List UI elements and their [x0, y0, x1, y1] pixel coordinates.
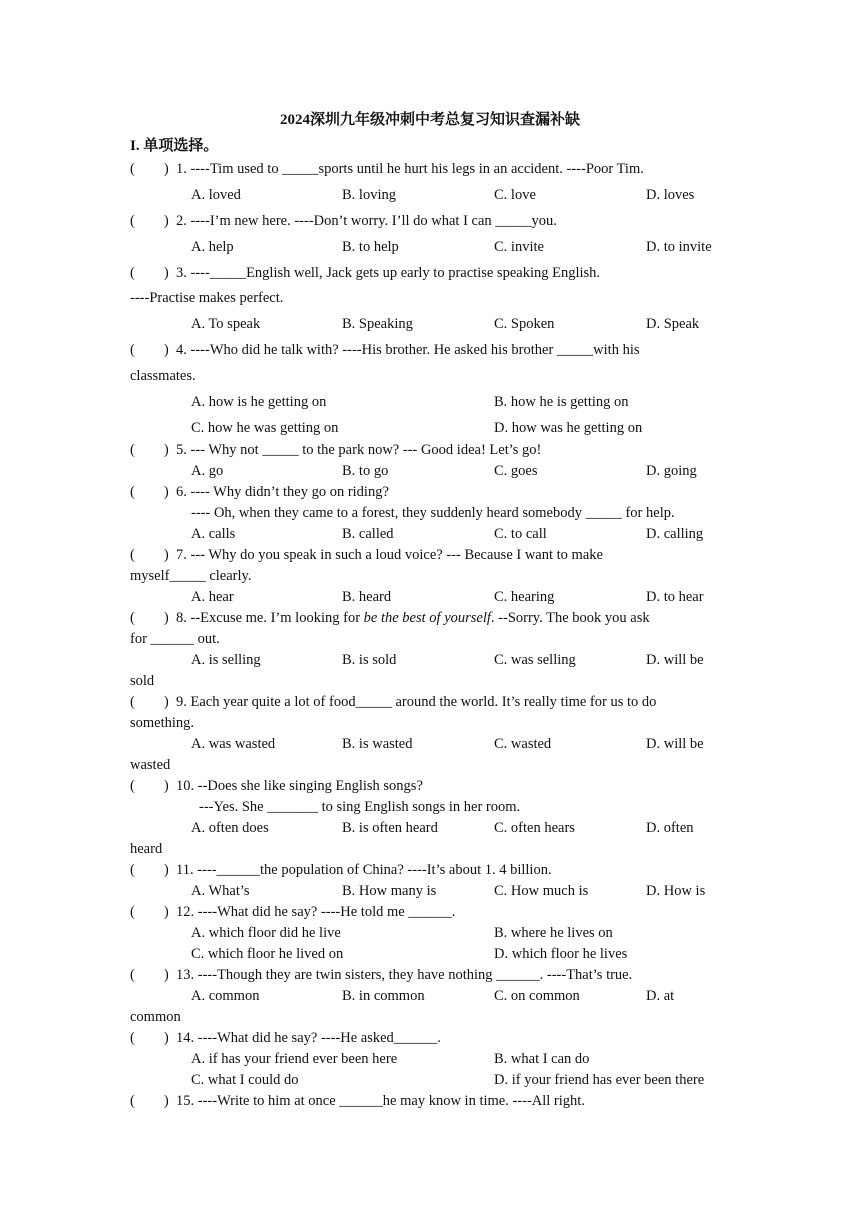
question-4: ( ) 4. ----Who did he talk with? ----His brother. He asked his brother _____with his [130, 342, 640, 358]
option-wrap: sold [130, 673, 155, 689]
answer-blank[interactable]: ( ) [130, 610, 169, 626]
option-d[interactable]: D. will be [646, 652, 704, 668]
answer-blank[interactable]: ( ) [130, 442, 169, 458]
option-b[interactable]: B. is sold [342, 652, 397, 668]
answer-blank[interactable]: ( ) [130, 213, 169, 229]
option-b[interactable]: B. what I can do [494, 1051, 590, 1067]
option-c[interactable]: C. invite [494, 239, 544, 255]
question-1: ( ) 1. ----Tim used to _____sports until he hurt his legs in an accident. ----Poor Tim. [130, 161, 644, 177]
option-d[interactable]: D. at [646, 988, 675, 1004]
answer-blank[interactable]: ( ) [130, 547, 169, 563]
option-c[interactable]: C. was selling [494, 652, 576, 668]
option-a[interactable]: A. which floor did he live [191, 925, 341, 941]
question-10: ( ) 10. --Does she like singing English songs? [130, 778, 423, 794]
option-a[interactable]: A. often does [191, 820, 269, 836]
option-a[interactable]: A. help [191, 239, 234, 255]
option-b[interactable]: B. in common [342, 988, 425, 1004]
question-number: 7 [176, 547, 184, 563]
question-number: 2 [176, 213, 184, 229]
question-stem: ----What did he say? ----He told me ______. [197, 904, 456, 920]
option-d[interactable]: D. going [646, 463, 697, 479]
option-d[interactable]: D. to invite [646, 239, 712, 255]
answer-blank[interactable]: ( ) [130, 265, 169, 281]
question-stem: ----Who did he talk with? ----His brother. He asked his brother _____with his [190, 342, 640, 358]
question-7: ( ) 7. --- Why do you speak in such a loud voice? --- Because I want to make [130, 547, 603, 563]
answer-blank[interactable]: ( ) [130, 694, 169, 710]
question-3: ( ) 3. ----_____English well, Jack gets up early to practise speaking English. [130, 265, 601, 281]
option-c[interactable]: C. which floor he lived on [191, 946, 344, 962]
option-c[interactable]: C. love [494, 187, 536, 203]
option-b[interactable]: B. loving [342, 187, 396, 203]
option-c[interactable]: C. wasted [494, 736, 552, 752]
question-number: 14 [176, 1030, 191, 1046]
answer-blank[interactable]: ( ) [130, 1030, 169, 1046]
option-b[interactable]: B. called [342, 526, 394, 542]
option-b[interactable]: B. to help [342, 239, 399, 255]
question-stem: ----Though they are twin sisters, they have nothing ______. ----That’s true. [197, 967, 633, 983]
book-title: be the best of yourself [363, 610, 491, 626]
option-d[interactable]: D. often [646, 820, 694, 836]
question-continuation: classmates. [130, 368, 196, 384]
question-stem-end: . --Sorry. The book you ask [490, 610, 650, 626]
option-b[interactable]: B. how he is getting on [494, 394, 629, 410]
answer-blank[interactable]: ( ) [130, 161, 169, 177]
question-stem: ----______the population of China? ----It’s about 1. 4 billion. [197, 862, 552, 878]
question-12: ( ) 12. ----What did he say? ----He told me ______. [130, 904, 456, 920]
option-b[interactable]: B. Speaking [342, 316, 413, 332]
option-d[interactable]: D. how was he getting on [494, 420, 643, 436]
question-number: 12 [176, 904, 191, 920]
question-stem: --- Why do you speak in such a loud voice? --- Because I want to make [190, 547, 603, 563]
question-stem: --Excuse me. I’m looking for [190, 610, 364, 626]
option-wrap: heard [130, 841, 163, 857]
question-15: ( ) 15. ----Write to him at once ______he may know in time. ----All right. [130, 1093, 585, 1109]
question-substem: ---- Oh, when they came to a forest, they suddenly heard somebody _____ for help. [191, 505, 675, 521]
question-13: ( ) 13. ----Though they are twin sisters, they have nothing ______. ----That’s true. [130, 967, 633, 983]
question-number: 11 [176, 862, 190, 878]
option-wrap: common [130, 1009, 181, 1025]
option-c[interactable]: C. Spoken [494, 316, 555, 332]
option-a[interactable]: A. is selling [191, 652, 261, 668]
option-d[interactable]: D. How is [646, 883, 706, 899]
question-number: 3 [176, 265, 184, 281]
option-c[interactable]: C. hearing [494, 589, 555, 605]
option-d[interactable]: D. calling [646, 526, 704, 542]
question-number: 4 [176, 342, 184, 358]
question-continuation: ----Practise makes perfect. [130, 290, 284, 306]
question-number: 5 [176, 442, 184, 458]
option-wrap: wasted [130, 757, 171, 773]
option-b[interactable]: B. is wasted [342, 736, 413, 752]
option-a[interactable]: A. how is he getting on [191, 394, 327, 410]
question-8: ( ) 8. --Excuse me. I’m looking for be the best of yourself. --Sorry. The book you ask [130, 610, 650, 626]
option-a[interactable]: A. go [191, 463, 224, 479]
question-11: ( ) 11. ----______the population of China? ----It’s about 1. 4 billion. [130, 862, 552, 878]
answer-blank[interactable]: ( ) [130, 342, 169, 358]
option-c[interactable]: C. goes [494, 463, 538, 479]
answer-blank[interactable]: ( ) [130, 484, 169, 500]
option-b[interactable]: B. where he lives on [494, 925, 613, 941]
option-c[interactable]: C. on common [494, 988, 580, 1004]
option-d[interactable]: D. Speak [646, 316, 700, 332]
option-c[interactable]: C. How much is [494, 883, 589, 899]
option-a[interactable]: A. calls [191, 526, 236, 542]
option-d[interactable]: D. will be [646, 736, 704, 752]
option-d[interactable]: D. if your friend has ever been there [494, 1072, 705, 1088]
option-b[interactable]: B. is often heard [342, 820, 438, 836]
option-a[interactable]: A. was wasted [191, 736, 276, 752]
question-substem: ---Yes. She _______ to sing English songs in her room. [199, 799, 521, 815]
section-heading: I. 单项选择。 [130, 138, 219, 154]
question-stem: ----Write to him at once ______he may know in time. ----All right. [197, 1093, 585, 1109]
option-d[interactable]: D. to hear [646, 589, 704, 605]
option-a[interactable]: A. common [191, 988, 260, 1004]
question-number: 1 [176, 161, 184, 177]
option-a[interactable]: A. hear [191, 589, 234, 605]
page-title: 2024深圳九年级冲刺中考总复习知识查漏补缺 [279, 112, 580, 128]
question-stem: ---- Why didn’t they go on riding? [190, 484, 389, 500]
question-continuation: myself_____ clearly. [130, 568, 252, 584]
question-stem: ----Tim used to _____sports until he hurt his legs in an accident. ----Poor Tim. [190, 161, 644, 177]
answer-blank[interactable]: ( ) [130, 904, 169, 920]
option-b[interactable]: B. heard [342, 589, 392, 605]
question-6: ( ) 6. ---- Why didn’t they go on riding? [130, 484, 389, 500]
option-c[interactable]: C. to call [494, 526, 547, 542]
question-number: 13 [176, 967, 191, 983]
option-d[interactable]: D. loves [646, 187, 695, 203]
question-stem: ----What did he say? ----He asked______. [197, 1030, 441, 1046]
question-number: 9 [176, 694, 184, 710]
question-continuation: for ______ out. [130, 631, 220, 647]
question-9: ( ) 9. Each year quite a lot of food_____ around the world. It’s really time for us to do [130, 694, 657, 710]
question-number: 8 [176, 610, 184, 626]
option-a[interactable]: A. if has your friend ever been here [191, 1051, 398, 1067]
question-number: 15 [176, 1093, 191, 1109]
option-a[interactable]: A. loved [191, 187, 241, 203]
option-c[interactable]: C. often hears [494, 820, 575, 836]
answer-blank[interactable]: ( ) [130, 967, 169, 983]
question-stem: --- Why not _____ to the park now? --- Good idea! Let’s go! [190, 442, 542, 458]
question-2: ( ) 2. ----I’m new here. ----Don’t worry. I’ll do what I can _____you. [130, 213, 557, 229]
option-c[interactable]: C. what I could do [191, 1072, 299, 1088]
question-stem: ----I’m new here. ----Don’t worry. I’ll do what I can _____you. [190, 213, 557, 229]
answer-blank[interactable]: ( ) [130, 778, 169, 794]
question-continuation: something. [130, 715, 195, 731]
question-number: 6 [176, 484, 184, 500]
option-a[interactable]: A. What’s [191, 883, 250, 899]
option-c[interactable]: C. how he was getting on [191, 420, 339, 436]
question-14: ( ) 14. ----What did he say? ----He asked______. [130, 1030, 441, 1046]
question-5: ( ) 5. --- Why not _____ to the park now? --- Good idea! Let’s go! [130, 442, 542, 458]
answer-blank[interactable]: ( ) [130, 862, 169, 878]
question-stem: ----_____English well, Jack gets up early to practise speaking English. [190, 265, 601, 281]
question-number: 10 [176, 778, 191, 794]
option-b[interactable]: B. How many is [342, 883, 437, 899]
option-d[interactable]: D. which floor he lives [494, 946, 628, 962]
question-stem: Each year quite a lot of food_____ around the world. It’s really time for us to do [190, 694, 657, 710]
answer-blank[interactable]: ( ) [130, 1093, 169, 1109]
question-stem: --Does she like singing English songs? [197, 778, 423, 794]
option-a[interactable]: A. To speak [191, 316, 261, 332]
option-b[interactable]: B. to go [342, 463, 389, 479]
